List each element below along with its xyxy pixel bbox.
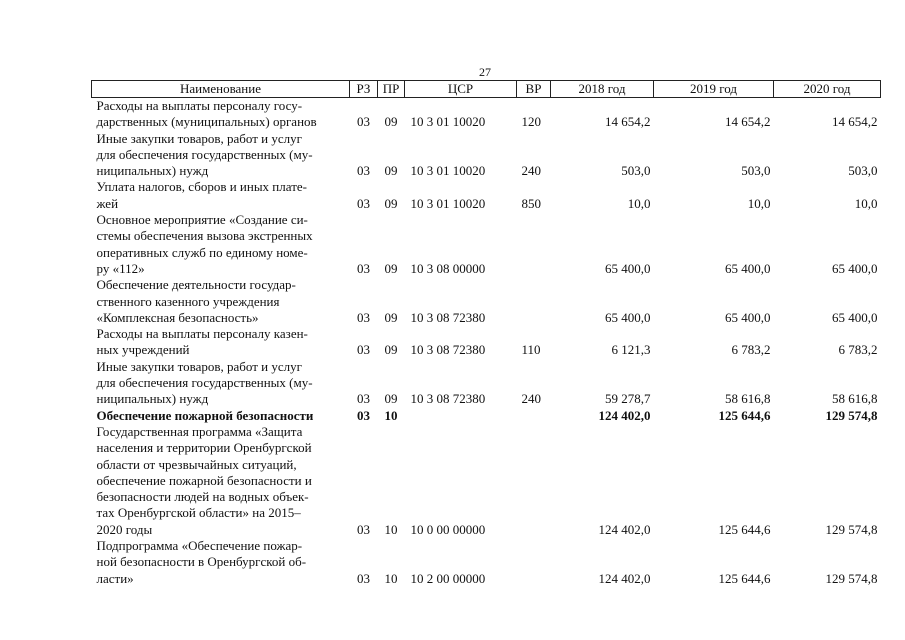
budget-table — [91, 80, 881, 587]
row-2019: 125 644,6 — [718, 570, 771, 586]
row-vr — [517, 212, 551, 277]
row-name-line: жей — [96, 195, 119, 211]
row-csr: 10 3 01 10020 — [410, 195, 486, 211]
row-name-line: тах Оренбургской области» на 2015– — [96, 505, 301, 521]
row-rz: 03 — [357, 342, 370, 358]
row-2020: 14 654,2 — [832, 114, 878, 130]
table-row — [92, 326, 881, 359]
row-2019: 65 400,0 — [725, 309, 771, 325]
row-vr: 110 — [521, 342, 541, 358]
row-vr — [517, 424, 551, 538]
row-name-line: области от чрезвычайных ситуаций, — [96, 456, 297, 472]
row-2020: 129 574,8 — [825, 521, 878, 537]
row-vr — [517, 538, 551, 587]
row-2020: 65 400,0 — [832, 309, 878, 325]
table-row — [92, 277, 881, 326]
row-name-line: обеспечение пожарной безопасности и — [96, 472, 312, 488]
row-name — [92, 538, 350, 587]
row-2020: 58 616,8 — [832, 391, 878, 407]
row-name — [92, 277, 350, 326]
row-rz: 03 — [357, 114, 370, 130]
header-2020: 2020 год — [774, 81, 881, 98]
row-2019: 6 783,2 — [731, 342, 771, 358]
row-vr: 240 — [521, 391, 541, 407]
row-name-line: ной безопасности в Оренбургской об- — [96, 554, 307, 570]
row-csr: 10 3 08 00000 — [410, 260, 486, 276]
row-name — [92, 98, 350, 131]
row-rz: 03 — [357, 391, 370, 407]
row-pr: 10 — [384, 407, 398, 423]
header-vr: ВР — [517, 81, 551, 98]
row-csr: 10 3 01 10020 — [410, 114, 486, 130]
row-name — [92, 131, 350, 180]
row-2020: 129 574,8 — [825, 407, 878, 423]
row-2019: 125 644,6 — [718, 521, 771, 537]
row-name-line: населения и территории Оренбургской — [96, 440, 312, 456]
row-name-line: Государственная программа «Защита — [96, 423, 303, 439]
row-vr — [517, 408, 551, 424]
row-rz: 03 — [357, 195, 370, 211]
table-row — [92, 179, 881, 212]
row-name-line: дарственных (муниципальных) органов — [96, 114, 317, 130]
row-2018: 65 400,0 — [605, 260, 651, 276]
row-name — [92, 424, 350, 538]
row-name-line: ственного казенного учреждения — [96, 293, 280, 309]
row-2020: 503,0 — [848, 163, 878, 179]
header-2018: 2018 год — [551, 81, 654, 98]
row-vr: 850 — [521, 195, 541, 211]
row-csr: 10 3 08 72380 — [410, 342, 486, 358]
row-name-line: «Комплексная безопасность» — [96, 309, 259, 325]
row-2018: 59 278,7 — [605, 391, 651, 407]
table-row — [92, 408, 881, 424]
row-2020: 65 400,0 — [832, 260, 878, 276]
row-name — [92, 326, 350, 359]
row-name-line: Обеспечение пожарной безопасности — [96, 407, 314, 423]
row-name-line: Иные закупки товаров, работ и услуг — [96, 130, 302, 146]
row-csr: 10 0 00 00000 — [410, 521, 486, 537]
row-name-line: 2020 годы — [96, 521, 153, 537]
row-2018: 65 400,0 — [605, 309, 651, 325]
row-csr: 10 3 08 72380 — [410, 391, 486, 407]
row-name — [92, 408, 350, 424]
table-row — [92, 359, 881, 408]
row-pr: 09 — [384, 391, 398, 407]
row-pr: 09 — [384, 309, 398, 325]
row-name-line: Основное мероприятие «Создание си- — [96, 212, 308, 228]
table-row — [92, 538, 881, 587]
row-name — [92, 359, 350, 408]
row-pr: 10 — [384, 521, 398, 537]
row-name-line: Обеспечение деятельности государ- — [96, 277, 296, 293]
row-name-line: для обеспечения государственных (му- — [96, 146, 313, 162]
row-name — [92, 179, 350, 212]
row-name-line: ру «112» — [96, 260, 145, 276]
row-2018: 124 402,0 — [598, 570, 651, 586]
row-name-line: ниципальных) нужд — [96, 163, 209, 179]
row-2018: 503,0 — [621, 163, 651, 179]
row-2020: 10,0 — [854, 195, 878, 211]
row-vr — [517, 277, 551, 326]
header-csr: ЦСР — [405, 81, 517, 98]
row-rz: 03 — [357, 163, 370, 179]
row-2019: 503,0 — [741, 163, 771, 179]
header-2019: 2019 год — [654, 81, 774, 98]
header-row — [92, 81, 881, 98]
row-name-line: Расходы на выплаты персоналу госу- — [96, 98, 303, 113]
table-body — [92, 98, 881, 587]
row-name-line: Расходы на выплаты персоналу казен- — [96, 326, 308, 342]
row-2019: 65 400,0 — [725, 260, 771, 276]
header-rz: РЗ — [350, 81, 378, 98]
header-pr: ПР — [378, 81, 405, 98]
row-2019: 14 654,2 — [725, 114, 771, 130]
row-2019: 10,0 — [747, 195, 771, 211]
row-rz: 03 — [357, 309, 370, 325]
page-number: 27 — [479, 65, 491, 79]
row-csr: 10 2 00 00000 — [410, 570, 486, 586]
row-csr: 10 3 08 72380 — [410, 309, 486, 325]
row-pr: 10 — [384, 570, 398, 586]
row-name-line: Иные закупки товаров, работ и услуг — [96, 358, 302, 374]
row-2018: 124 402,0 — [598, 521, 651, 537]
row-rz: 03 — [357, 570, 370, 586]
header-name: Наименование — [92, 81, 350, 98]
row-name-line: стемы обеспечения вызова экстренных — [96, 228, 313, 244]
row-name — [92, 212, 350, 277]
row-name-line: ласти» — [96, 570, 134, 586]
row-vr: 120 — [521, 114, 541, 130]
row-name-line: ных учреждений — [96, 342, 190, 358]
row-2020: 129 574,8 — [825, 570, 878, 586]
row-name-line: для обеспечения государственных (му- — [96, 375, 313, 391]
row-name-line: оперативных служб по единому номе- — [96, 244, 308, 260]
row-pr: 09 — [384, 163, 398, 179]
row-vr: 240 — [521, 163, 541, 179]
row-name-line: безопасности людей на водных объек- — [96, 489, 309, 505]
row-rz: 03 — [357, 521, 370, 537]
table-row — [92, 212, 881, 277]
row-2018: 124 402,0 — [598, 407, 651, 423]
row-csr — [405, 408, 517, 424]
row-rz: 03 — [357, 260, 370, 276]
row-pr: 09 — [384, 342, 398, 358]
row-pr: 09 — [384, 260, 398, 276]
row-csr: 10 3 01 10020 — [410, 163, 486, 179]
row-2018: 14 654,2 — [605, 114, 651, 130]
row-2020: 6 783,2 — [838, 342, 878, 358]
table-row — [92, 131, 881, 180]
row-2019: 125 644,6 — [718, 407, 771, 423]
row-rz: 03 — [357, 407, 370, 423]
row-2018: 6 121,3 — [611, 342, 651, 358]
table-row — [92, 98, 881, 131]
row-name-line: Подпрограмма «Обеспечение пожар- — [96, 538, 303, 554]
row-pr: 09 — [384, 114, 398, 130]
table-row — [92, 424, 881, 538]
row-name-line: Уплата налогов, сборов и иных плате- — [96, 179, 307, 195]
row-2018: 10,0 — [627, 195, 651, 211]
row-pr: 09 — [384, 195, 398, 211]
row-2019: 58 616,8 — [725, 391, 771, 407]
row-name-line: ниципальных) нужд — [96, 391, 209, 407]
